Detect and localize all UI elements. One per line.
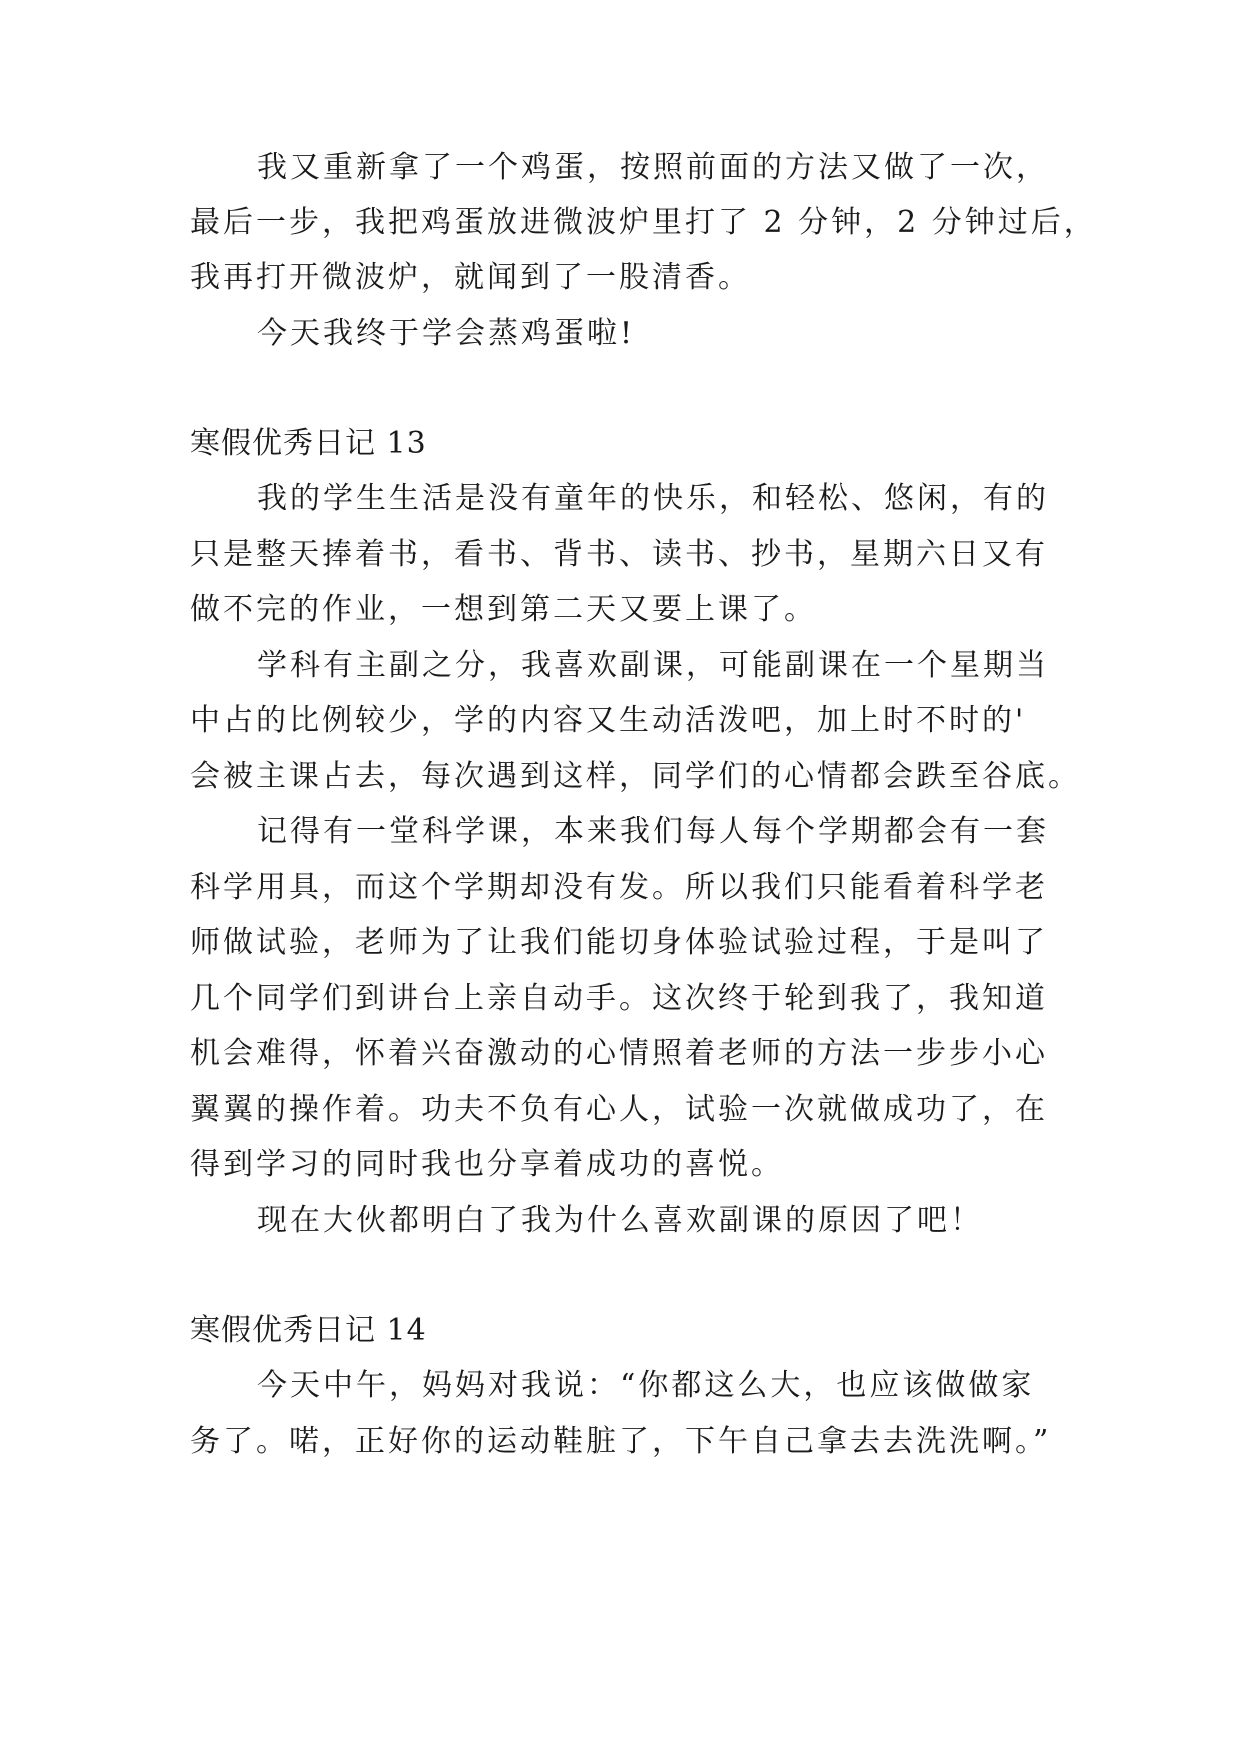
- paragraph-line: 师做试验，老师为了让我们能切身体验试验过程，于是叫了: [190, 925, 1048, 960]
- paragraph-line: 翼翼的操作着。功夫不负有心人，试验一次就做成功了，在: [190, 1092, 1048, 1127]
- paragraph-line: 我的学生生活是没有童年的快乐，和轻松、悠闲，有的: [257, 481, 1049, 516]
- paragraph-line: 务了。喏，正好你的运动鞋脏了，下午自己拿去去洗洗啊。”: [190, 1424, 1052, 1459]
- paragraph-line: 学科有主副之分，我喜欢副课，可能副课在一个星期当: [257, 648, 1049, 683]
- paragraph-line: 会被主课占去，每次遇到这样，同学们的心情都会跌至谷底。: [190, 759, 1081, 794]
- paragraph-line: 做不完的作业，一想到第二天又要上课了。: [190, 592, 817, 627]
- paragraph-line: 今天我终于学会蒸鸡蛋啦!: [257, 316, 636, 351]
- paragraph-line: 中占的比例较少，学的内容又生动活泼吧，加上时不时的': [190, 703, 1027, 738]
- paragraph-line: 我又重新拿了一个鸡蛋，按照前面的方法又做了一次，: [257, 150, 1049, 185]
- paragraph-line: 机会难得，怀着兴奋激动的心情照着老师的方法一步步小心: [190, 1036, 1048, 1071]
- paragraph-line: 今天中午，妈妈对我说：“你都这么大，也应该做做家: [257, 1368, 1035, 1403]
- paragraph-line: 得到学习的同时我也分享着成功的喜悦。: [190, 1147, 784, 1182]
- paragraph-line: 科学用具，而这个学期却没有发。所以我们只能看着科学老: [190, 870, 1048, 905]
- paragraph-line: 只是整天捧着书，看书、背书、读书、抄书，星期六日又有: [190, 537, 1048, 572]
- section-title: 寒假优秀日记 13: [190, 426, 427, 461]
- paragraph-line: 最后一步，我把鸡蛋放进微波炉里打了 2 分钟，2 分钟过后，: [190, 205, 1097, 240]
- paragraph-line: 我再打开微波炉，就闻到了一股清香。: [190, 260, 751, 295]
- paragraph-line: 几个同学们到讲台上亲自动手。这次终于轮到我了，我知道: [190, 981, 1048, 1016]
- section-title: 寒假优秀日记 14: [190, 1313, 427, 1348]
- paragraph-line: 现在大伙都明白了我为什么喜欢副课的原因了吧！: [257, 1203, 983, 1238]
- paragraph-line: 记得有一堂科学课，本来我们每人每个学期都会有一套: [257, 814, 1049, 849]
